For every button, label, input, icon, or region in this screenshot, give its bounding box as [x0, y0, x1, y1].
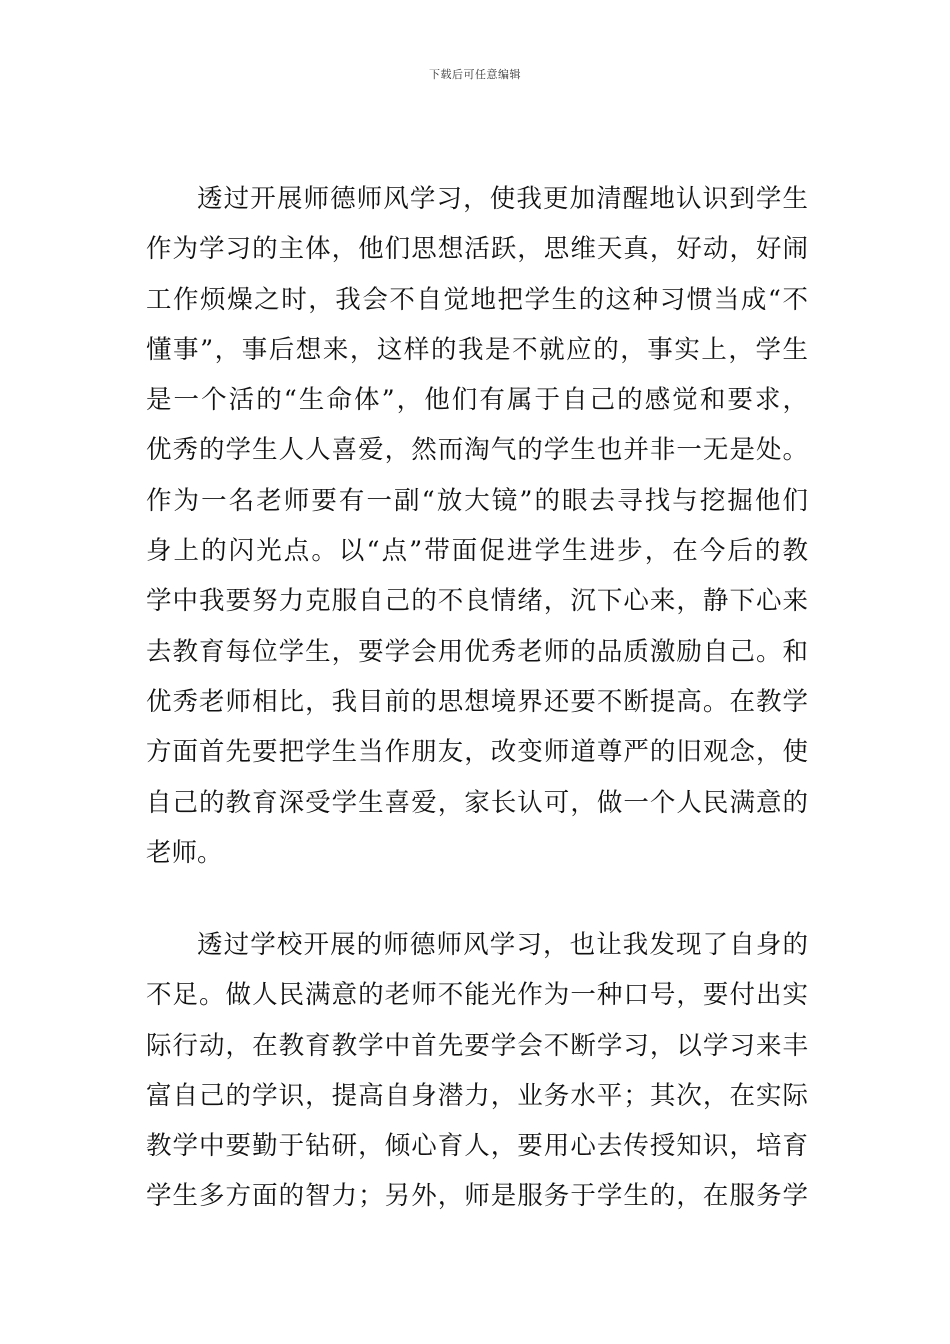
- paragraph-2: [146, 920, 808, 1222]
- paragraph-1: [146, 174, 808, 878]
- paragraph-line: 自己的教育深受学生喜爱，家长认可，做一个人民满意的: [146, 787, 808, 818]
- paragraph-line: 不足。做人民满意的老师不能光作为一种口号，要付出实: [146, 980, 808, 1011]
- paragraph-line: 透过学校开展的师德师风学习，也让我发现了自身的: [197, 930, 808, 960]
- paragraph-line: 教学中要勤于钻研，倾心育人，要用心去传授知识，培育: [146, 1131, 808, 1162]
- paragraph-line: 工作烦燥之时，我会不自觉地把学生的这种习惯当成“不: [146, 284, 808, 315]
- paragraph-line: 富自己的学识，提高自身潜力，业务水平；其次，在实际: [146, 1080, 808, 1111]
- paragraph-line: 优秀的学生人人喜爱，然而淘气的学生也并非一无是处。: [146, 435, 808, 466]
- paragraph-line: 透过开展师德师风学习，使我更加清醒地认识到学生: [197, 184, 808, 214]
- paragraph-line: 优秀老师相比，我目前的思想境界还要不断提高。在教学: [146, 686, 808, 717]
- paragraph-line: 作为一名老师要有一副“放大镜”的眼去寻找与挖掘他们: [146, 485, 808, 516]
- paragraph-line: 老师。: [146, 837, 223, 868]
- paragraph-line: 去教育每位学生，要学会用优秀老师的品质激励自己。和: [146, 636, 808, 667]
- paragraph-line: 懂事”，事后想来，这样的我是不就应的，事实上，学生: [146, 334, 808, 365]
- paragraph-line: 际行动，在教育教学中首先要学会不断学习，以学习来丰: [146, 1030, 808, 1061]
- paragraph-line: 作为学习的主体，他们思想活跃，思维天真，好动，好闹: [146, 234, 808, 265]
- paragraph-line: 学生多方面的智力；另外，师是服务于学生的，在服务学: [146, 1181, 808, 1212]
- header-note: 下载后可任意编辑: [429, 68, 521, 81]
- paragraph-line: 身上的闪光点。以“点”带面促进学生进步，在今后的教: [146, 536, 808, 567]
- paragraph-line: 学中我要努力克服自己的不良情绪，沉下心来，静下心来: [146, 586, 808, 617]
- paragraph-line: 方面首先要把学生当作朋友，改变师道尊严的旧观念，使: [146, 737, 808, 768]
- paragraph-line: 是一个活的“生命体”，他们有属于自己的感觉和要求，: [146, 385, 808, 416]
